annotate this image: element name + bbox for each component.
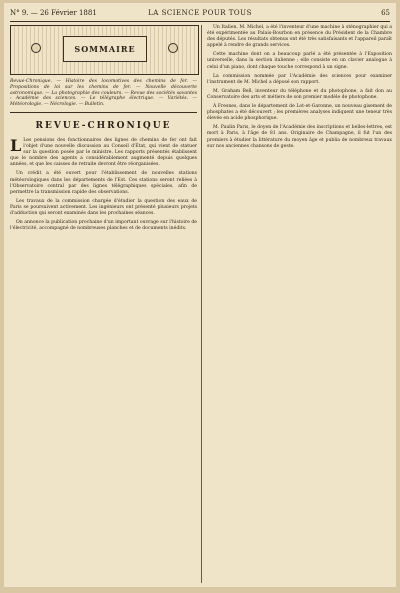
- paragraph: On annonce la publication prochaine d'un important ouvrage sur l'histoire de l'électricité, accompagné de nombreuses planches et de documents inédits.: [10, 220, 197, 232]
- running-header: [10, 7, 390, 22]
- ornament-icon: [168, 43, 178, 53]
- summary-title: SOMMAIRE: [63, 36, 147, 62]
- paragraph: La commission nommée par l'Académie des sciences pour examiner l'instrument de M. Michel a déposé son rapport.: [207, 73, 392, 85]
- paragraph: À Fresnes, dans le département de Lot-et-Garonne, un nouveau gisement de phosphates a été découvert ; les premières analyses indiquent une teneur très élevée en acide phosphorique.: [207, 104, 392, 122]
- page-number: 65: [381, 9, 390, 17]
- right-column: [207, 25, 392, 153]
- paragraph: M. Paulin Paris, le doyen de l'Académie des inscriptions et belles-lettres, est mort à Paris, à l'âge de 81 ans. Originaire de Champagne, il fut l'un des premiers à étudier la littérature du moyen âge et publia de nombreux travaux sur nos anciennes chansons de geste.: [207, 125, 392, 149]
- paragraph: Cette machine dont on a beaucoup parlé a été présentée à l'Exposition universelle, dans la section italienne ; elle consiste en un clavier analogue à celui d'un piano, dont chaque touche correspond à un signe.: [207, 52, 392, 70]
- drop-cap: L: [10, 135, 22, 155]
- section-title: REVUE-CHRONIQUE: [35, 120, 172, 131]
- paragraph: M. Graham Bell, inventeur du téléphone et du photophone, a fait don au Conservatoire des arts et métiers de son premier modèle de photophone.: [207, 88, 392, 100]
- newspaper-page: [4, 3, 396, 587]
- paragraph: L Les pensions des fonctionnaires des lignes de chemins de fer ont fait l'objet d'une nouvelle discussion au Conseil d'État, qui vient de statuer sur la question posée par le ministre. Les rapports présentés établissent que le nombre des agents a considérablement augmenté depuis quelques années, et que les caisses de retraite devront être réorganisées.: [10, 135, 197, 168]
- column-divider: [201, 25, 202, 583]
- paragraph: Un crédit a été ouvert pour l'établissement de nouvelles stations météorologiques dans les départements de l'Est. Ces stations seront reliées à l'Observatoire central par des lignes télégraphiques spéciales, afin de permettre la transmission rapide des observations.: [10, 171, 197, 195]
- paragraph: Les travaux de la commission chargée d'étudier la question des eaux de Paris se poursuivent activement. Les ingénieurs ont présenté plusieurs projets d'adduction qui seront examinés dans les prochaines séances.: [10, 198, 197, 217]
- ornament-icon: [31, 43, 41, 53]
- left-column: [10, 25, 197, 235]
- summary-text: Revue-Chronique. — Histoire des locomotives des chemins de fer. — Propositions de loi sur les chemins de fer. — Nouvelle découverte astronomique. — La photographie des couleurs. — Revue des sociétés savantes : Académie des sciences. — Le télégraphe électrique. — Variétés. — Météorologie. — Nécrologie. — Bulletin.: [10, 79, 197, 113]
- summary-banner: [10, 25, 199, 75]
- paragraph: Un Italien, M. Michel, a été l'inventeur d'une machine à sténographier qui a été expérimentée au Palais-Bourbon en présence du Président de la Chambre des députés. Les résultats obtenus ont été très satisfaisants et l'appareil paraît appelé à rendre de grands services.: [207, 25, 392, 49]
- issue-number: N° 9. — 26 Février 1881: [10, 9, 97, 17]
- journal-title: LA SCIENCE POUR TOUS: [148, 9, 252, 17]
